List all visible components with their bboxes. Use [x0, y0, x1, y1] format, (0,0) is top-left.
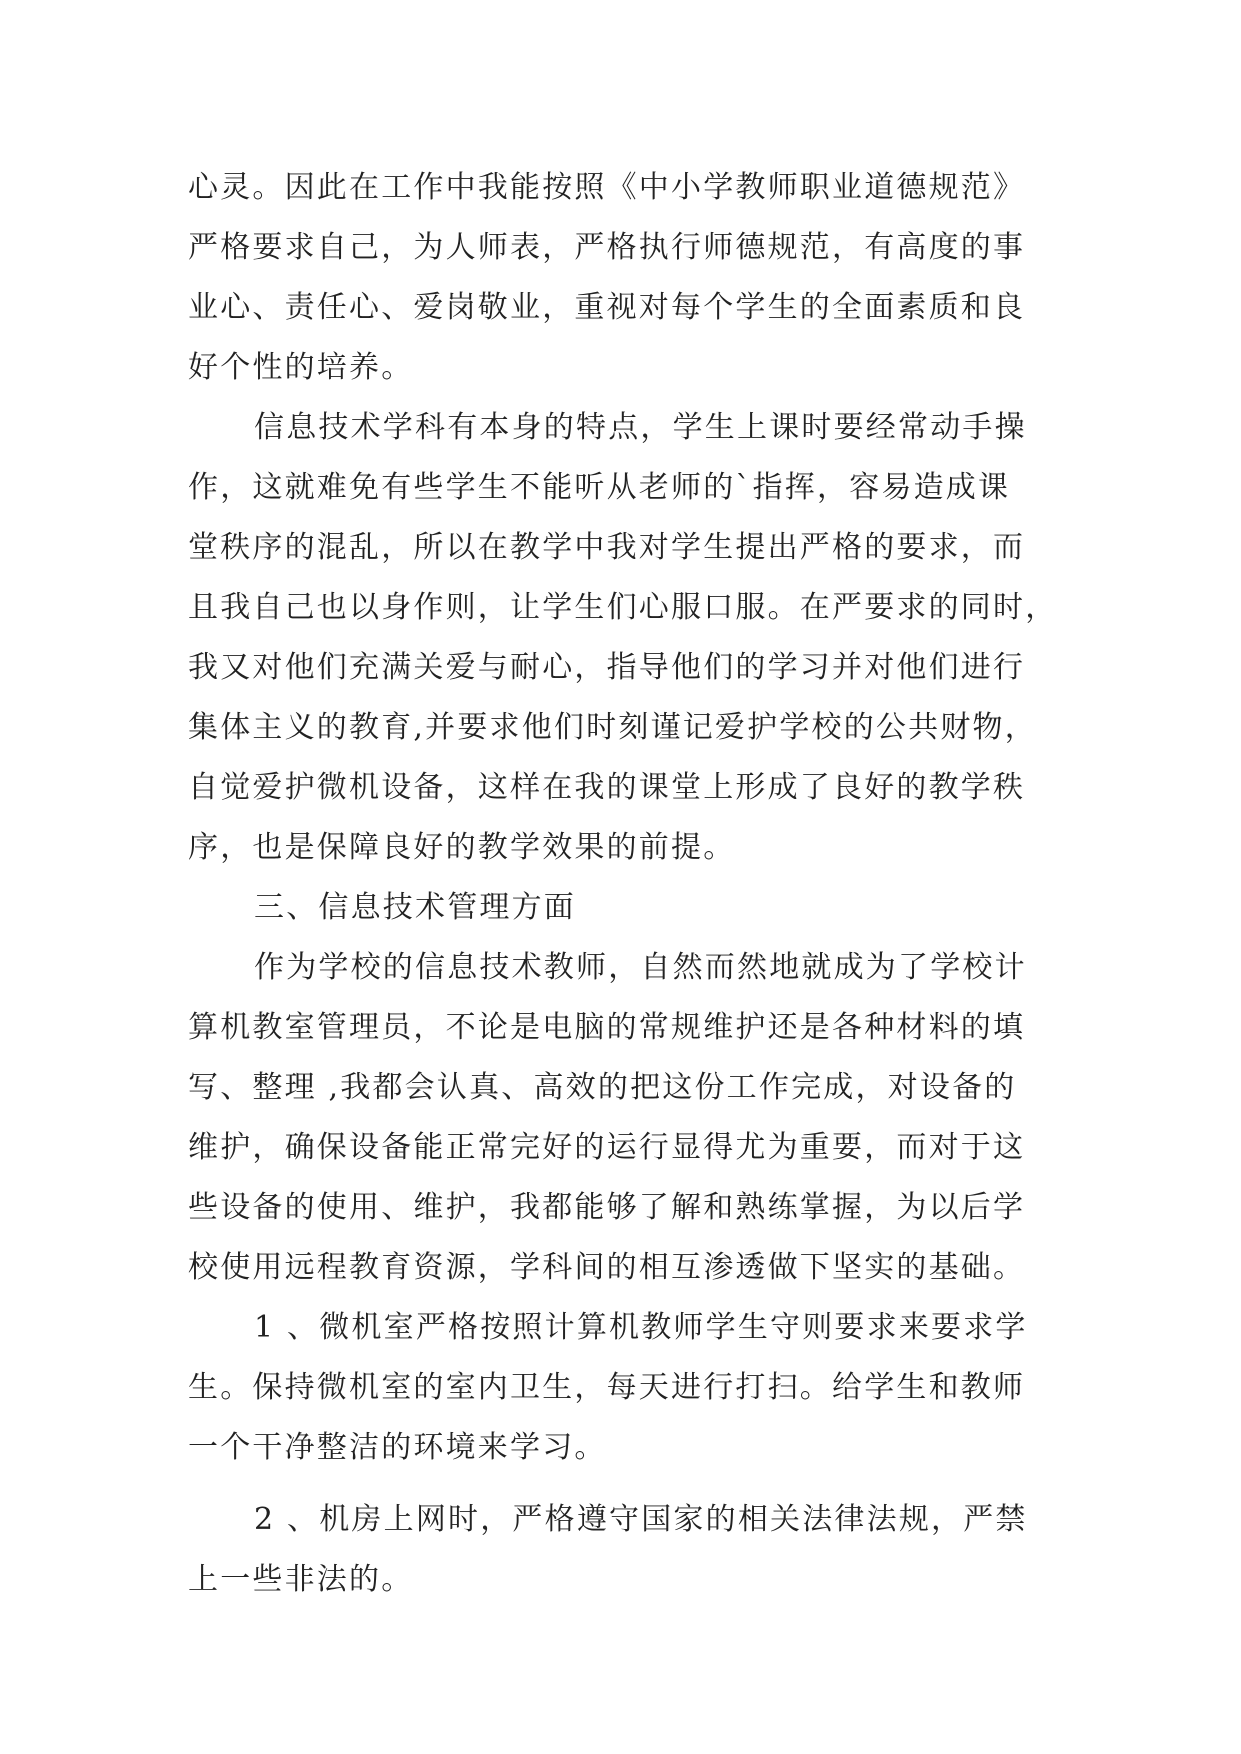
text-line: 信息技术学科有本身的特点，学生上课时要经常动手操 [254, 410, 1027, 445]
text-line: 上一些非法的。 [188, 1562, 414, 1597]
text-line: 且我自己也以身作则，让学生们心服口服。在严要求的同时， [188, 590, 1058, 625]
text-line: 我又对他们充满关爱与耐心，指导他们的学习并对他们进行 [188, 650, 1026, 685]
text-line: 严格要求自己，为人师表，严格执行师德规范，有高度的事 [188, 230, 1026, 265]
text-line: 序，也是保障良好的教学效果的前提。 [188, 830, 736, 865]
text-line: 一个干净整洁的环境来学习。 [188, 1430, 607, 1465]
paragraph-2 [188, 398, 1058, 878]
section-heading-3 [188, 878, 1058, 938]
text-line: 作为学校的信息技术教师，自然而然地就成为了学校计 [254, 950, 1027, 985]
text-line: 写、整理 ,我都会认真、高效的把这份工作完成，对设备的 [188, 1070, 1017, 1105]
paragraph-3 [188, 938, 1058, 1298]
text-line: 好个性的培养。 [188, 350, 414, 385]
text-line: 算机教室管理员，不论是电脑的常规维护还是各种材料的填 [188, 1010, 1026, 1045]
text-line: 校使用远程教育资源，学科间的相互渗透做下坚实的基础。 [188, 1250, 1026, 1285]
paragraph-1 [188, 158, 1058, 398]
text-line: 维护，确保设备能正常完好的运行显得尤为重要，而对于这 [188, 1130, 1026, 1165]
text-line: 些设备的使用、维护，我都能够了解和熟练掌握，为以后学 [188, 1190, 1026, 1225]
text-line: 三、信息技术管理方面 [254, 890, 576, 925]
text-line: 自觉爱护微机设备，这样在我的课堂上形成了良好的教学秩 [188, 770, 1026, 805]
text-line: 1 、微机室严格按照计算机教师学生守则要求来要求学 [254, 1310, 1028, 1345]
list-item-2 [188, 1490, 1058, 1610]
text-line: 业心、责任心、爱岗敬业，重视对每个学生的全面素质和良 [188, 290, 1026, 325]
list-item-1 [188, 1298, 1058, 1478]
document-body [188, 158, 1058, 1610]
text-line: 作，这就难免有些学生不能听从老师的`指挥，容易造成课 [188, 470, 1011, 505]
text-line: 心灵。因此在工作中我能按照《中小学教师职业道德规范》 [188, 170, 1026, 205]
text-line: 2 、机房上网时，严格遵守国家的相关法律法规，严禁 [254, 1502, 1028, 1537]
text-line: 堂秩序的混乱，所以在教学中我对学生提出严格的要求，而 [188, 530, 1026, 565]
text-line: 集体主义的教育,并要求他们时刻谨记爱护学校的公共财物， [188, 710, 1037, 745]
text-line: 生。保持微机室的室内卫生，每天进行打扫。给学生和教师 [188, 1370, 1026, 1405]
